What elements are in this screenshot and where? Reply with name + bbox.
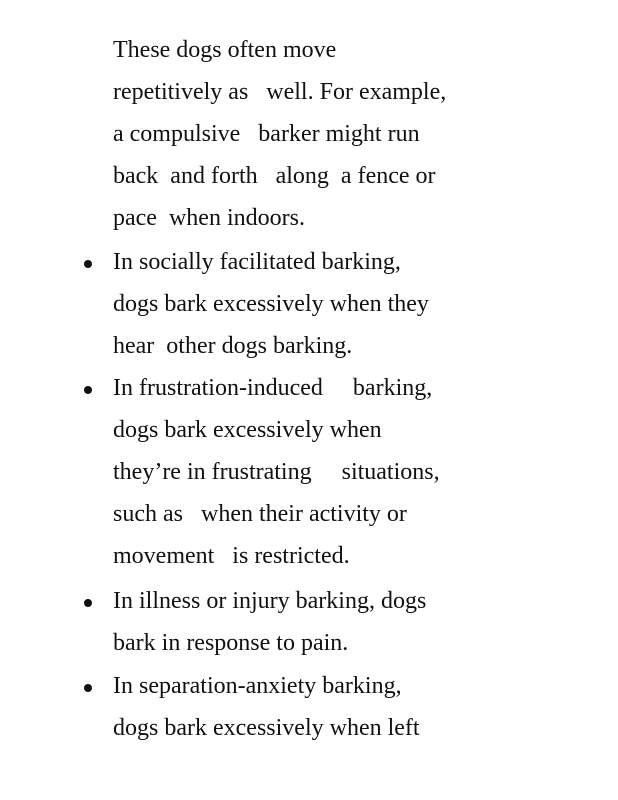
continuation-paragraph (113, 36, 543, 246)
bullet-line: In socially facilitated barking, (113, 249, 401, 275)
bullet-item-frustration (113, 374, 543, 584)
bullet-line: bark in response to pain. (113, 630, 349, 656)
paragraph-line: repetitively as well. For example, (113, 79, 447, 105)
bullet-item-illness (113, 587, 543, 671)
paragraph-line: back and forth along a fence or (113, 163, 436, 189)
bullet-item-separation (113, 672, 543, 756)
bullet-icon (84, 599, 92, 607)
bullet-line: In separation-anxiety barking, (113, 673, 402, 699)
bullet-line: movement is restricted. (113, 543, 350, 569)
bullet-icon (84, 386, 92, 394)
bullet-line: dogs bark excessively when they (113, 291, 429, 317)
paragraph-line: a compulsive barker might run (113, 121, 420, 147)
bullet-line: dogs bark excessively when left (113, 715, 420, 741)
bullet-line: In frustration-induced barking, (113, 375, 433, 401)
bullet-icon (84, 260, 92, 268)
paragraph-line: These dogs often move (113, 37, 337, 63)
bullet-icon (84, 684, 92, 692)
bullet-line: hear other dogs barking. (113, 333, 353, 359)
bullet-line: dogs bark excessively when (113, 417, 382, 443)
bullet-line: such as when their activity or (113, 501, 407, 527)
bullet-line: they’re in frustrating situations, (113, 459, 440, 485)
bullet-item-social (113, 248, 543, 374)
paragraph-line: pace when indoors. (113, 205, 305, 231)
bullet-line: In illness or injury barking, dogs (113, 588, 427, 614)
